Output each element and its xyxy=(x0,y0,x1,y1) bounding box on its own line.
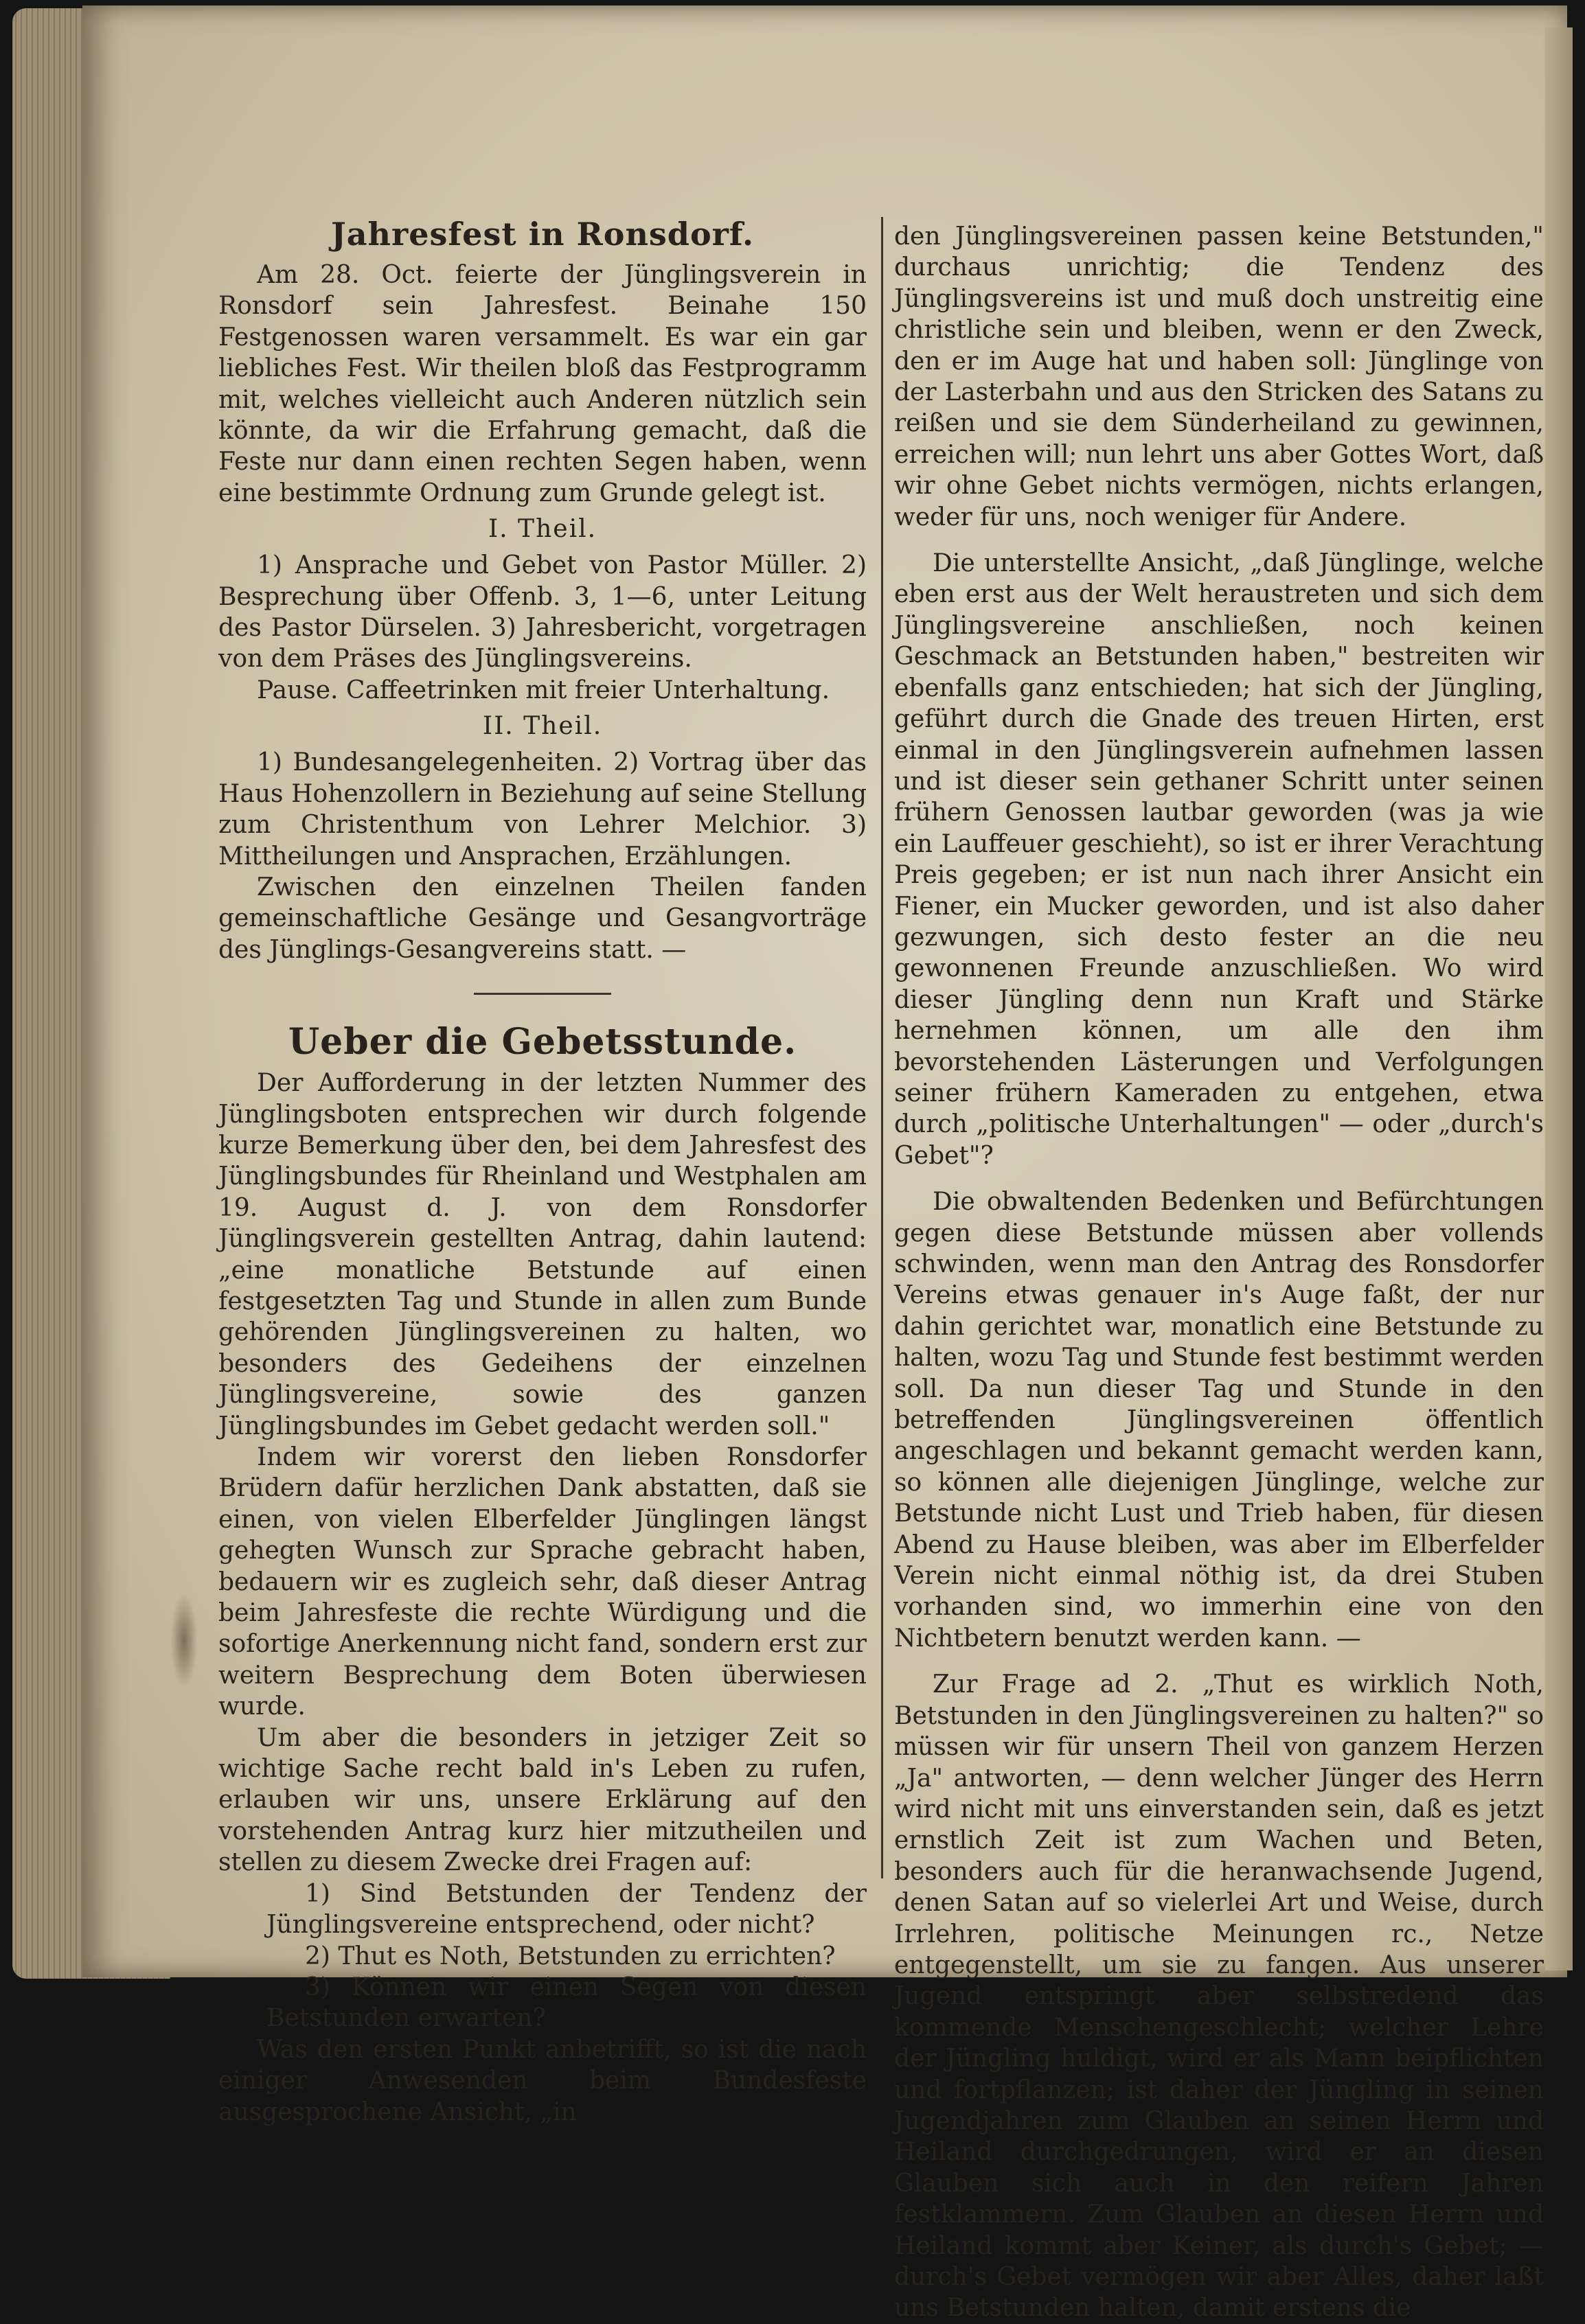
left-column xyxy=(218,214,867,2128)
paragraph: Zwischen den einzelnen Theilen fanden gemeinschaftliche Gesänge und Gesangvorträge des Jünglings-Gesangvereins statt. — xyxy=(218,873,867,964)
paragraph: Um aber die besonders in jetziger Zeit so wichtige Sache recht bald in's Leben zu rufen, erlauben wir uns, unsere Erklärung auf den vorstehenden Antrag kurz hier mitzutheilen und stellen zu diesem Zwecke drei Fragen auf: xyxy=(218,1723,867,1877)
section-divider xyxy=(474,993,611,995)
right-column xyxy=(894,221,1544,2324)
paragraph: Zur Frage ad 2. „Thut es wirklich Noth, Betstunden in den Jünglingsvereinen zu halten?" so müssen wir für unsern Theil von ganzem Herzen „Ja" antworten, — denn welcher Jünger des Herrn wird nicht mit uns einverstanden sein, daß es jetzt ernstlich Zeit ist zum Wachen und Beten, besonders auch für die heranwachsende Jugend, denen Satan auf so vielerlei Art und Weise, durch Irrlehren, politische Meinungen rc., Netze entgegenstellt, um sie zu fangen. Aus unserer Jugend entspringt aber selbstredend das kommende Menschengeschlecht; welcher Lehre der Jüngling huldigt, wird er als Mann beipflichten und fortpflanzen; ist daher der Jüngling in seinen Jugendjahren zum Glauben an seinen Herrn und Heiland durchgedrungen, wird er an diesen Glauben sich auch in den reifern Jahren festklammern. Zum Glauben an diesen Herrn und Heiland kommt aber Keiner, als durch's Gebet; — durch's Gebet vermögen wir aber Alles, daher laßt uns Betstunden halten, damit erstens die xyxy=(894,1670,1544,2323)
heading-gebetsstunde: Ueber die Gebetsstunde. xyxy=(288,1021,797,1063)
part1-heading: I. Theil. xyxy=(488,515,597,544)
question-1: 1) Sind Betstunden der Tendenz der Jünglingsvereine entsprechend, oder nicht? xyxy=(266,1879,867,1940)
part2-heading: II. Theil. xyxy=(482,712,603,741)
question-3: 3) Können wir einen Segen von diesen Betstunden erwarten? xyxy=(266,1972,867,2033)
paragraph: Was den ersten Punkt anbetrifft, so ist die nach einiger Anwesenden beim Bundesfeste ausgesprochene Ansicht, „in xyxy=(218,2035,867,2126)
paper-stain xyxy=(170,1593,198,1689)
paragraph: 1) Ansprache und Gebet von Pastor Müller. 2) Besprechung über Offenb. 3, 1—6, unter Leitung des Pastor Dürselen. 3) Jahresbericht, vorgetragen von dem Präses des Jünglingsvereins. xyxy=(218,551,867,674)
paragraph: Die obwaltenden Bedenken und Befürchtungen gegen diese Betstunde müssen aber vollends schwinden, wenn man den Antrag des Ronsdorfer Vereins etwas genauer in's Auge faßt, der nur dahin gerichtet war, monatlich eine Betstunde zu halten, wozu Tag und Stunde fest bestimmt werden soll. Da nun dieser Tag und Stunde in den betreffenden Jünglingsvereinen öffentlich angeschlagen und bekannt gemacht werden kann, so können alle diejenigen Jünglinge, welche zur Betstunde nicht Lust und Trieb haben, für diesen Abend zu Hause bleiben, was aber im Elberfelder Verein nicht einmal nöthig ist, da drei Stuben vorhanden sind, wo immerhin eine von den Nichtbetern benutzt werden kann. — xyxy=(894,1188,1544,1653)
paragraph: Indem wir vorerst den lieben Ronsdorfer Brüdern dafür herzlichen Dank abstatten, daß sie einen, von vielen Elberfelder Jünglingen längst gehegten Wunsch zur Sprache gebracht haben, bedauern wir es zugleich sehr, daß dieser Antrag beim Jahresfeste die rechte Würdigung und die sofortige Anerkennung nicht fand, sondern erst zur weitern Besprechung dem Boten überwiesen wurde. xyxy=(218,1443,867,1721)
right-page-edge xyxy=(1545,27,1573,1970)
paragraph: den Jünglingsvereinen passen keine Betstunden," durchaus unrichtig; die Tendenz des Jünglingsvereins ist und muß doch unstreitig eine christliche sein und bleiben, wenn er den Zweck, den er im Auge hat und haben soll: Jünglinge von der Lasterbahn und aus den Stricken des Satans zu reißen und sie dem Sünderheiland zu gewinnen, erreichen will; nun lehrt uns aber Gottes Wort, daß wir ohne Gebet nichts vermögen, nichts erlangen, weder für uns, noch weniger für Andere. xyxy=(894,222,1544,531)
paragraph: Am 28. Oct. feierte der Jünglingsverein in Ronsdorf sein Jahresfest. Beinahe 150 Festgenossen waren versammelt. Es war ein gar liebliches Fest. Wir theilen bloß das Festprogramm mit, welches vielleicht auch Anderen nützlich sein könnte, da wir die Erfahrung gemacht, daß die Feste nur dann einen rechten Segen haben, wenn eine bestimmte Ordnung zum Grunde gelegt ist. xyxy=(218,261,867,507)
heading-jahresfest: Jahresfest in Ronsdorf. xyxy=(330,216,755,253)
paragraph: Pause. Caffeetrinken mit freier Unterhaltung. xyxy=(257,676,830,704)
paragraph: 1) Bundesangelegenheiten. 2) Vortrag über das Haus Hohenzollern in Beziehung auf seine Stellung zum Christenthum von Lehrer Melchior. 3) Mittheilungen und Ansprachen, Erzählungen. xyxy=(218,748,867,871)
question-2: 2) Thut es Noth, Betstunden zu errichten? xyxy=(305,1942,836,1970)
paragraph: Der Aufforderung in der letzten Nummer des Jünglingsboten entsprechen wir durch folgende kurze Bemerkung über den, bei dem Jahresfest des Jünglingsbundes für Rheinland und Westphalen am 19. August d. J. von dem Ronsdorfer Jünglingsverein gestellten Antrag, dahin lautend: „eine monatliche Betstunde auf einen festgesetzten Tag und Stunde in allen zum Bunde gehörenden Jünglingsvereinen zu halten, wo besonders des Gedeihens der einzelnen Jünglingsvereine, sowie des ganzen Jünglingsbundes im Gebet gedacht werden soll." xyxy=(218,1069,867,1440)
column-divider xyxy=(881,217,883,1878)
paragraph: Die unterstellte Ansicht, „daß Jünglinge, welche eben erst aus der Welt heraustreten und sich dem Jünglingsvereine anschließen, noch keinen Geschmack an Betstunden haben," bestreiten wir ebenfalls ganz entschieden; hat sich der Jüngling, geführt durch die Gnade des treuen Hirten, erst einmal in den Jünglingsverein aufnehmen lassen und ist dieser sein gethaner Schritt unter seinen frühern Genossen lautbar geworden (was ja wie ein Lauffeuer geschieht), so ist er ihrer Verachtung Preis gegeben; er ist nun nach ihrer Ansicht ein Fiener, ein Mucker geworden, und ist also daher gezwungen, sich desto fester an die neu gewonnenen Freunde anzuschließen. Wo wird dieser Jüngling denn nun Kraft und Stärke hernehmen können, um alle den ihm bevorstehenden Lästerungen und Verfolgungen seiner frühern Kameraden zu entgehen, etwa durch „politische Unterhaltungen" — oder „durch's Gebet"? xyxy=(894,549,1544,1170)
